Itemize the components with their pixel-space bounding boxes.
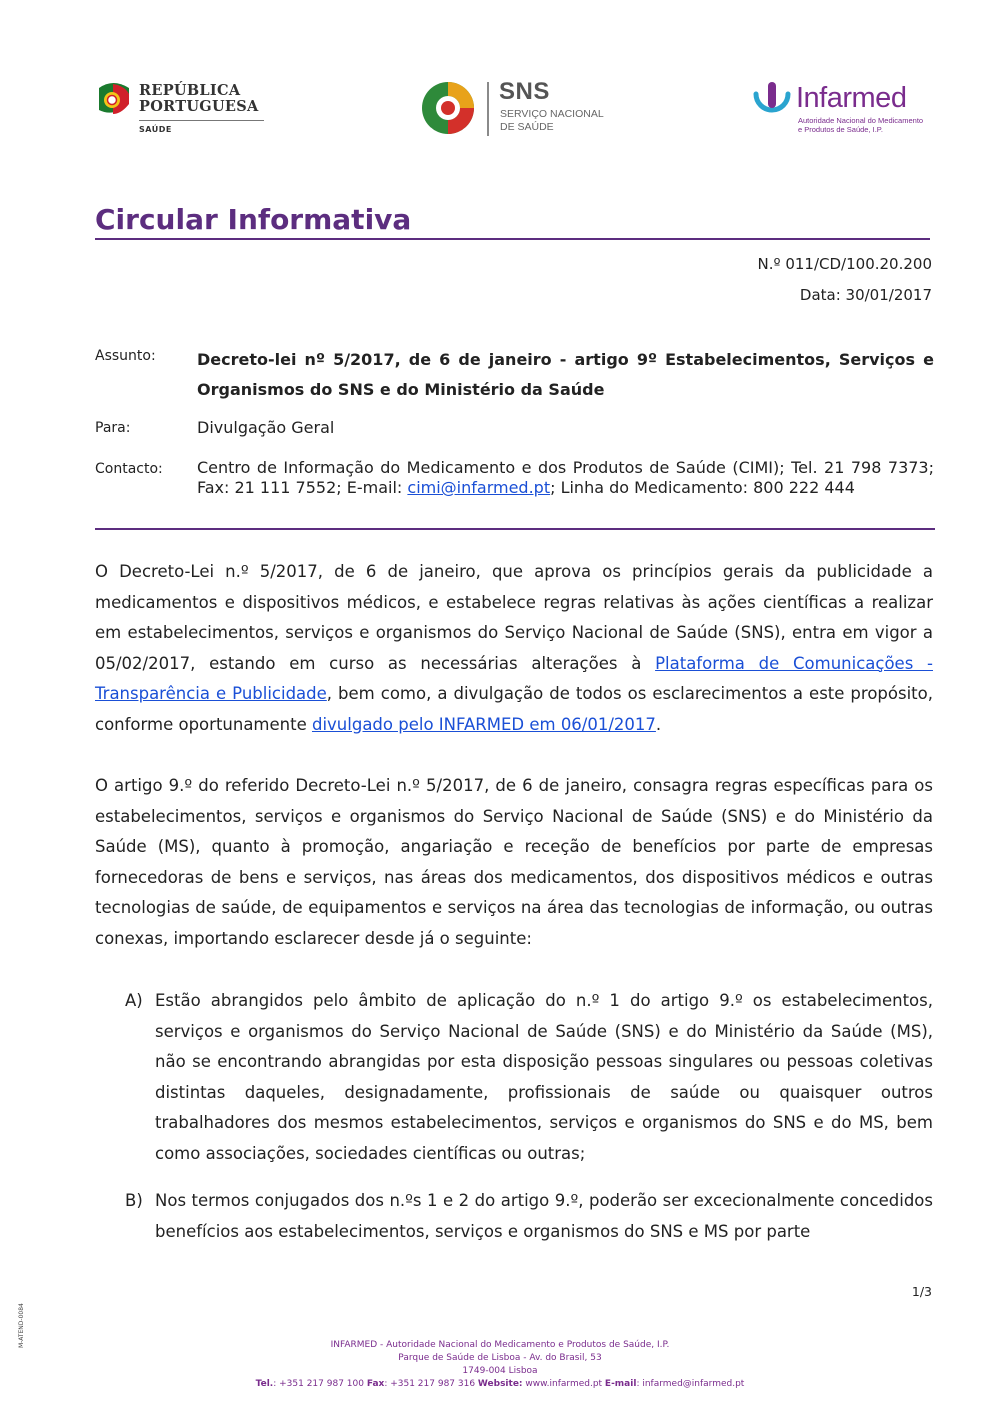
infarmed-subtitle-2: e Produtos de Saúde, I.P. xyxy=(798,125,883,134)
infarmed-emblem-icon xyxy=(750,80,794,126)
list-marker-a: A) xyxy=(125,991,143,1010)
contacto-text: Centro de Informação do Medicamento e dos Produtos de Saúde (CIMI); Tel. 21 798 7373; Fax: 21 111 7552; E-mail: xyxy=(197,458,934,497)
footer-postal: 1749-004 Lisboa xyxy=(462,1366,538,1376)
circular-date: Data: 30/01/2017 xyxy=(799,286,932,304)
list-text-a: Estão abrangidos pelo âmbito de aplicação do n.º 1 do artigo 9.º os estabelecimentos, serviços e organismos do Serviço Nacional de Saúde (SNS) e do Ministério da Saúde (MS), não se encontrando abrangidas por esta disposição pessoas singulares ou pessoas coletivas distintas daqueles, designadamente, profissionais de saúde ou quaisquer outros trabalhadores dos mesmos estabelecimentos, serviços e organismos do SNS e do MS, bem como associações, sociedades científicas ou outras; xyxy=(155,991,933,1163)
footer-org: INFARMED - Autoridade Nacional do Medicamento e Produtos de Saúde, I.P. xyxy=(330,1340,670,1350)
document-title: Circular Informativa xyxy=(95,203,412,236)
page-number: 1/3 xyxy=(911,1284,932,1299)
sns-line2: DE SAÚDE xyxy=(500,121,554,133)
list-marker-b: B) xyxy=(125,1191,143,1210)
list-text-b: Nos termos conjugados dos n.ºs 1 e 2 do artigo 9.º, poderão ser excecionalmente concedidos benefícios aos estabelecimentos, serviços e organismos do SNS e MS por parte xyxy=(155,1191,933,1241)
paragraph-1-end: . xyxy=(655,714,662,734)
cimi-email-link[interactable]: cimi@infarmed.pt xyxy=(407,478,551,497)
sns-acronym: SNS xyxy=(499,78,550,105)
portugal-emblem-icon xyxy=(95,80,133,120)
footer-tel: : +351 217 987 100 xyxy=(273,1379,367,1389)
infarmed-subtitle-1: Autoridade Nacional do Medicamento xyxy=(798,116,924,125)
footer-contacts xyxy=(0,1379,1000,1389)
assunto-value: Decreto-lei nº 5/2017, de 6 de janeiro - artigo 9º Estabelecimentos, Serviços e Organismos do SNS e do Ministério da Saúde xyxy=(197,350,934,399)
sns-line1: SERVIÇO NACIONAL xyxy=(500,108,604,120)
footer-fax-label: Fax xyxy=(366,1379,385,1389)
contacto-text-end: ; Linha do Medicamento: 800 222 444 xyxy=(550,478,855,497)
paragraph-2: O artigo 9.º do referido Decreto-Lei n.º 5/2017, de 6 de janeiro, consagra regras específicas para os estabelecimentos, serviços e organismos do Serviço Nacional de Saúde (SNS) e do Ministério da Saúde (MS), quanto à promoção, angariação e receção de benefícios por parte de empresas fornecedoras de bens e serviços, nas áreas dos medicamentos, dos dispositivos médicos e outras tecnologias de saúde, de equipamentos e serviços na área das tecnologias de informação, ou outras conexas, importando esclarecer desde já o seguinte: xyxy=(95,776,933,948)
circular-number: N.º 011/CD/100.20.200 xyxy=(757,255,932,273)
footer-email[interactable]: : infarmed@infarmed.pt xyxy=(636,1379,745,1389)
footer-email-label: E-mail xyxy=(604,1379,637,1389)
paragraph-1-text: O Decreto-Lei n.º 5/2017, de 6 de janeiro, que aprova os princípios gerais da publicidade a medicamentos e dispositivos médicos, e estabelece regras relativas às ações científicas a realizar em estabelecimentos, serviços e organismos do Serviço Nacional de Saúde (SNS), entra em vigor a 05/02/2017, estando em curso as necessárias alterações à xyxy=(95,562,933,673)
footer-web[interactable]: www.infarmed.pt xyxy=(522,1379,605,1389)
republica-text: REPÚBLICA xyxy=(139,82,241,99)
saude-text: SAÚDE xyxy=(139,125,172,134)
divider xyxy=(139,120,264,121)
para-value: Divulgação Geral xyxy=(197,418,335,437)
footer-address: Parque de Saúde de Lisboa - Av. do Brasil, 53 xyxy=(398,1353,602,1363)
sns-swirl-icon xyxy=(420,80,480,136)
infarmed-name: Infarmed xyxy=(796,82,907,114)
plataforma-link[interactable]: Plataforma de Comunicações - Transparência e Publicidade xyxy=(95,653,933,703)
contacto-value xyxy=(197,458,934,498)
footer-web-label: Website: xyxy=(477,1379,523,1389)
contacto-label: Contacto: xyxy=(95,461,163,477)
title-divider xyxy=(95,238,930,240)
infarmed-logo xyxy=(750,80,940,140)
assunto-label: Assunto: xyxy=(95,348,156,364)
divulgado-link[interactable]: divulgado pelo INFARMED em 06/01/2017 xyxy=(311,714,656,734)
portuguesa-text: PORTUGUESA xyxy=(139,98,259,115)
form-code: M-ATEND-0084 xyxy=(18,1303,25,1348)
republica-portuguesa-logo xyxy=(95,80,270,140)
divider xyxy=(487,82,489,136)
meta-divider xyxy=(95,528,935,530)
paragraph-1-text-2: , bem como, a divulgação de todos os esclarecimentos a este propósito, conforme oportunamente xyxy=(95,684,933,734)
sns-logo xyxy=(420,80,610,140)
footer-fax: : +351 217 987 316 xyxy=(384,1379,478,1389)
para-label: Para: xyxy=(95,420,131,436)
footer-tel-label: Tel. xyxy=(255,1379,274,1389)
paragraph-1 xyxy=(95,557,933,740)
